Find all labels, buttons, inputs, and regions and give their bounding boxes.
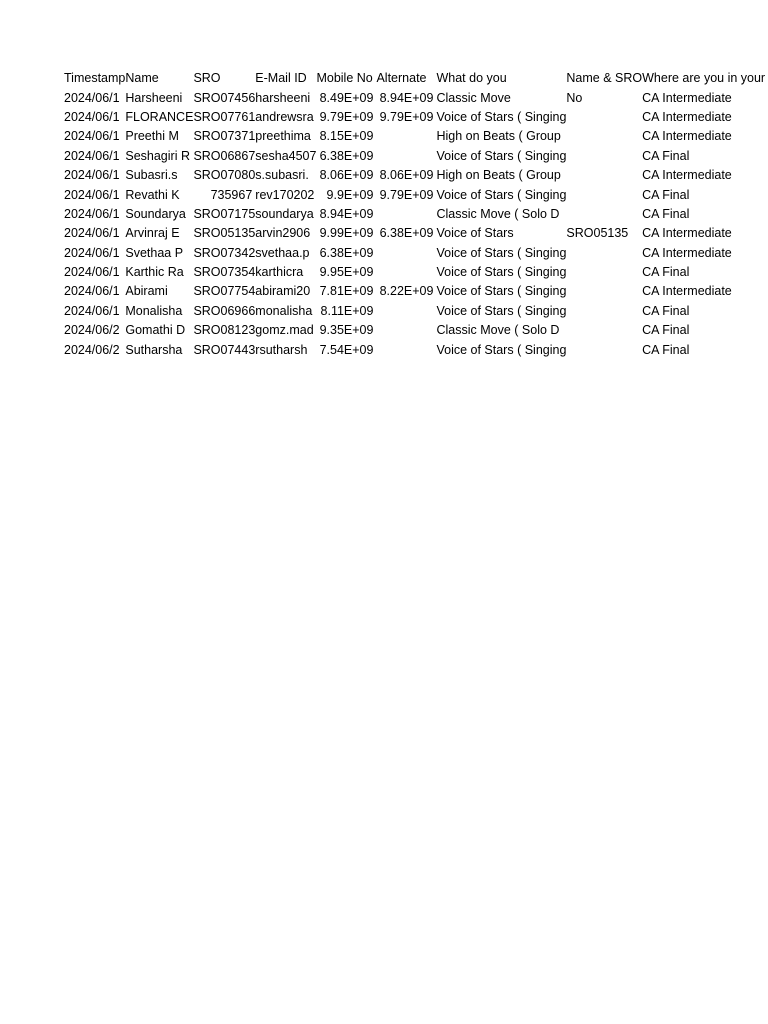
cell-sro: SRO07456: [193, 90, 256, 105]
cell-timestamp: 2024/06/1: [64, 206, 120, 221]
cell-timestamp: 2024/06/1: [64, 284, 120, 299]
cell-alternate: 8.22E+09: [379, 284, 434, 299]
cell-partner: [566, 302, 642, 321]
cell-name: FLORANCE: [125, 109, 194, 124]
cell-event: Voice of Stars ( Singing: [436, 284, 567, 299]
cell-email: gomz.mad: [255, 323, 314, 338]
cell-level: CA Final: [642, 323, 690, 338]
spreadsheet: [64, 69, 767, 360]
cell-mobile: 7.81E+09: [319, 284, 374, 299]
table-row: [64, 282, 767, 301]
cell-sro: SRO05135: [193, 226, 256, 241]
cell-name: Karthic Ra: [125, 265, 184, 280]
header-timestamp: Timestamp: [64, 71, 126, 86]
table-row: [64, 321, 767, 340]
cell-email: karthicra: [255, 265, 304, 280]
cell-event: Voice of Stars ( Singing: [436, 109, 567, 124]
cell-name: Svethaa P: [125, 245, 184, 260]
cell-partner: SRO05135: [566, 226, 629, 241]
cell-mobile: 9.35E+09: [319, 323, 374, 338]
cell-sro: SRO06966: [193, 303, 256, 318]
cell-event: Classic Move ( Solo D: [436, 206, 560, 221]
cell-partner: [566, 166, 642, 185]
cell-mobile: 8.11E+09: [320, 303, 374, 318]
cell-sro: SRO07175: [193, 206, 256, 221]
cell-alternate: [376, 321, 436, 340]
cell-name: Subasri.s: [125, 168, 178, 183]
cell-mobile: 9.95E+09: [319, 265, 374, 280]
cell-level: CA Final: [642, 303, 690, 318]
cell-level: CA Final: [642, 206, 690, 221]
table-row: [64, 108, 767, 127]
header-sro: SRO: [193, 71, 221, 86]
cell-sro: SRO07754: [193, 284, 256, 299]
cell-email: rsutharsh: [255, 342, 308, 357]
cell-mobile: 8.15E+09: [319, 129, 374, 144]
cell-alternate: [376, 127, 436, 146]
cell-name: Sutharsha: [125, 342, 183, 357]
cell-level: CA Final: [642, 265, 690, 280]
table-row: [64, 302, 767, 321]
cell-mobile: 6.38E+09: [319, 148, 374, 163]
cell-event: Voice of Stars ( Singing: [436, 342, 567, 357]
cell-email: abirami20: [255, 284, 311, 299]
cell-level: CA Intermediate: [642, 226, 732, 241]
cell-sro: SRO07371: [193, 129, 256, 144]
cell-sro: SRO07354: [193, 265, 256, 280]
header-email: E-Mail ID: [255, 71, 307, 86]
cell-level: CA Final: [642, 342, 690, 357]
cell-sro: SRO06867: [193, 148, 256, 163]
cell-mobile: 8.06E+09: [319, 168, 374, 183]
cell-alternate: 8.06E+09: [379, 168, 434, 183]
cell-alternate: 9.79E+09: [379, 187, 434, 202]
cell-partner: [566, 263, 642, 282]
cell-sro: SRO08123: [193, 323, 256, 338]
header-level: Where are you in your: [642, 71, 766, 86]
cell-level: CA Intermediate: [642, 109, 732, 124]
cell-level: CA Intermediate: [642, 168, 732, 183]
cell-mobile: 8.49E+09: [319, 90, 374, 105]
header-alternate: Alternate: [376, 71, 427, 86]
cell-email: svethaa.p: [255, 245, 310, 260]
cell-timestamp: 2024/06/1: [64, 168, 120, 183]
cell-sro: SRO07443: [193, 342, 256, 357]
cell-email: rev170202: [255, 187, 315, 202]
header-partner: Name & SRO: [566, 71, 643, 86]
cell-timestamp: 2024/06/1: [64, 129, 120, 144]
cell-alternate: [376, 205, 436, 224]
cell-timestamp: 2024/06/1: [64, 148, 120, 163]
cell-timestamp: 2024/06/2: [64, 323, 120, 338]
cell-level: CA Intermediate: [642, 245, 732, 260]
cell-alternate: [376, 340, 436, 359]
cell-timestamp: 2024/06/1: [64, 303, 120, 318]
table-row: [64, 340, 767, 359]
cell-partner: [566, 185, 642, 204]
cell-mobile: 9.99E+09: [319, 226, 374, 241]
cell-event: Classic Move ( Solo D: [436, 323, 560, 338]
cell-level: CA Final: [642, 148, 690, 163]
cell-timestamp: 2024/06/1: [64, 265, 120, 280]
cell-mobile: 6.38E+09: [319, 245, 374, 260]
header-name: Name: [125, 71, 159, 86]
cell-email: arvin2906: [255, 226, 311, 241]
cell-partner: [566, 205, 642, 224]
cell-name: Monalisha: [125, 303, 183, 318]
cell-alternate: [376, 302, 436, 321]
cell-alternate: [376, 147, 436, 166]
cell-name: Soundarya: [125, 206, 186, 221]
cell-name: Preethi M: [125, 129, 179, 144]
header-event: What do you: [436, 71, 507, 86]
cell-alternate: 8.94E+09: [379, 90, 434, 105]
data-table: [64, 69, 767, 360]
cell-sro: SRO07761: [193, 109, 256, 124]
header-mobile: Mobile No: [316, 71, 373, 86]
cell-name: Revathi K: [125, 187, 180, 202]
cell-event: High on Beats ( Group: [436, 168, 561, 183]
table-row: [64, 244, 767, 263]
cell-partner: [566, 321, 642, 340]
cell-event: Voice of Stars ( Singing: [436, 187, 567, 202]
cell-mobile: 7.54E+09: [319, 342, 374, 357]
cell-alternate: 9.79E+09: [379, 109, 434, 124]
cell-name: Gomathi D: [125, 323, 186, 338]
cell-timestamp: 2024/06/2: [64, 342, 120, 357]
cell-timestamp: 2024/06/1: [64, 187, 120, 202]
cell-event: Classic Move: [436, 90, 511, 105]
cell-email: s.subasri.: [255, 168, 309, 183]
table-row: [64, 224, 767, 243]
cell-sro: 735967: [210, 187, 253, 202]
cell-event: Voice of Stars: [436, 226, 514, 241]
cell-level: CA Intermediate: [642, 284, 732, 299]
cell-email: soundarya: [255, 206, 314, 221]
cell-mobile: 8.94E+09: [319, 206, 374, 221]
cell-alternate: [376, 263, 436, 282]
cell-level: CA Final: [642, 187, 690, 202]
cell-name: Arvinraj E: [125, 226, 180, 241]
cell-sro: SRO07342: [193, 245, 256, 260]
cell-alternate: [376, 244, 436, 263]
table-row: [64, 185, 767, 204]
header-row: [64, 69, 767, 88]
cell-level: CA Intermediate: [642, 129, 732, 144]
cell-mobile: 9.79E+09: [319, 109, 374, 124]
table-row: [64, 166, 767, 185]
table-row: [64, 263, 767, 282]
cell-timestamp: 2024/06/1: [64, 226, 120, 241]
cell-timestamp: 2024/06/1: [64, 90, 120, 105]
cell-name: Abirami: [125, 284, 168, 299]
cell-timestamp: 2024/06/1: [64, 109, 120, 124]
cell-name: Seshagiri R: [125, 148, 190, 163]
cell-event: Voice of Stars ( Singing: [436, 265, 567, 280]
cell-partner: [566, 127, 642, 146]
table-row: [64, 88, 767, 107]
cell-name: Harsheeni: [125, 90, 183, 105]
cell-partner: [566, 340, 642, 359]
cell-partner: [566, 282, 642, 301]
cell-email: andrewsra: [255, 109, 314, 124]
cell-event: High on Beats ( Group: [436, 129, 561, 144]
cell-event: Voice of Stars ( Singing: [436, 245, 567, 260]
cell-event: Voice of Stars ( Singing: [436, 148, 567, 163]
cell-partner: [566, 147, 642, 166]
cell-partner: [566, 244, 642, 263]
cell-email: sesha4507: [255, 148, 317, 163]
cell-email: harsheeni: [255, 90, 311, 105]
cell-email: monalisha: [255, 303, 313, 318]
cell-email: preethima: [255, 129, 311, 144]
cell-partner: No: [566, 90, 583, 105]
table-row: [64, 127, 767, 146]
table-row: [64, 147, 767, 166]
table-row: [64, 205, 767, 224]
cell-level: CA Intermediate: [642, 90, 732, 105]
cell-alternate: 6.38E+09: [379, 226, 434, 241]
cell-event: Voice of Stars ( Singing: [436, 303, 567, 318]
cell-mobile: 9.9E+09: [326, 187, 374, 202]
cell-timestamp: 2024/06/1: [64, 245, 120, 260]
cell-sro: SRO07080: [193, 168, 256, 183]
cell-partner: [566, 108, 642, 127]
